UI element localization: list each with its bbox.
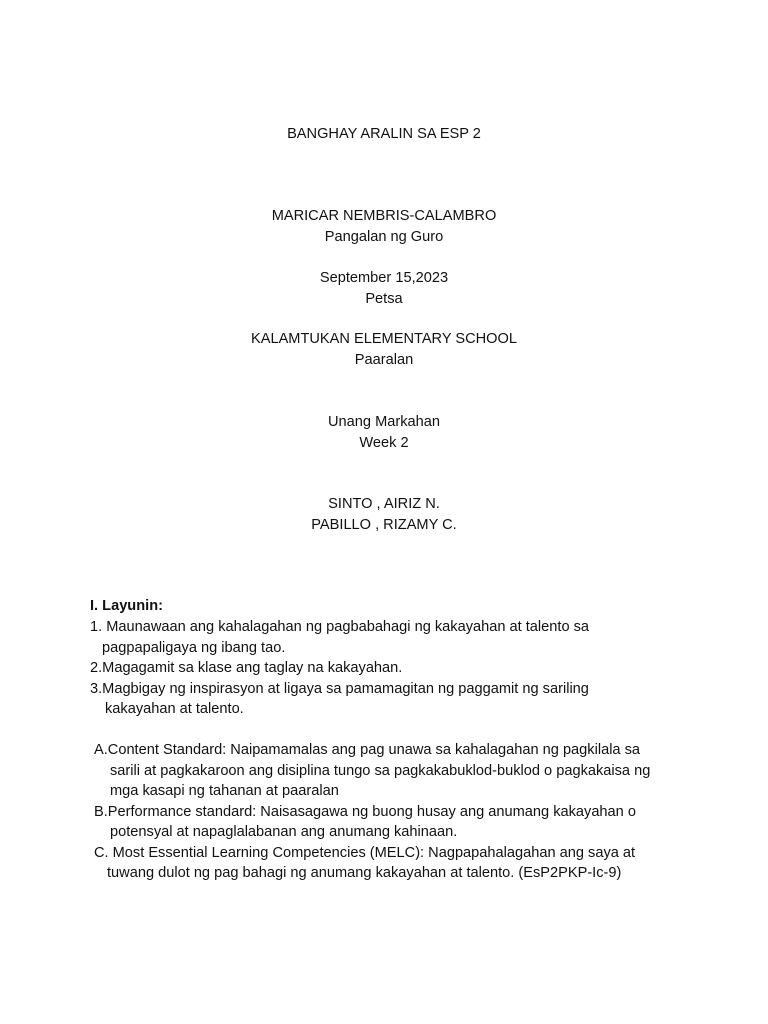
content-standard-line-2: sarili at pagkakaroon ang disiplina tungo sa pagkakabuklod-buklod o pagkakaisa ng: [110, 763, 651, 779]
melc-line-1: C. Most Essential Learning Competencies (MELC): Nagpapahalagahan ang saya at: [94, 845, 636, 861]
performance-standard-line-2: potensyal at napaglalabanan ang anumang kahinaan.: [110, 824, 458, 840]
objective-3-line-1: 3.Magbigay ng inspirasyon at ligaya sa pamamagitan ng paggamit ng sariling: [90, 681, 589, 697]
quarter: Unang Markahan: [328, 414, 440, 430]
school-name: KALAMTUKAN ELEMENTARY SCHOOL: [250, 331, 517, 347]
content-standard-line-3: mga kasapi ng tahanan at paaralan: [110, 783, 339, 799]
author-1: SINTO , AIRIZ N.: [328, 496, 440, 512]
school-label: Paaralan: [354, 352, 414, 368]
melc-line-2: tuwang dulot ng pag bahagi ng anumang kakayahan at talento. (EsP2PKP-Ic-9): [107, 865, 622, 881]
author-2: PABILLO , RIZAMY C.: [311, 517, 457, 533]
date-label: Petsa: [365, 291, 403, 307]
document-title: BANGHAY ARALIN SA ESP 2: [287, 126, 481, 142]
week: Week 2: [359, 435, 409, 451]
lesson-date: September 15,2023: [319, 270, 449, 286]
teacher-label: Pangalan ng Guro: [324, 229, 444, 245]
objective-1-line-2: pagpapaligaya ng ibang tao.: [102, 640, 286, 656]
teacher-name: MARICAR NEMBRIS-CALAMBRO: [271, 208, 497, 224]
objective-2-line-1: 2.Magagamit sa klase ang taglay na kakayahan.: [90, 660, 403, 676]
objectives-heading: I. Layunin:: [90, 598, 163, 614]
performance-standard-line-1: B.Performance standard: Naisasagawa ng buong husay ang anumang kakayahan o: [94, 804, 636, 820]
content-standard-line-1: A.Content Standard: Naipamamalas ang pag unawa sa kahalagahan ng pagkilala sa: [94, 742, 641, 758]
objective-1-line-1: 1. Maunawaan ang kahalagahan ng pagbabahagi ng kakayahan at talento sa: [90, 619, 590, 635]
objective-3-line-2: kakayahan at talento.: [105, 701, 244, 717]
